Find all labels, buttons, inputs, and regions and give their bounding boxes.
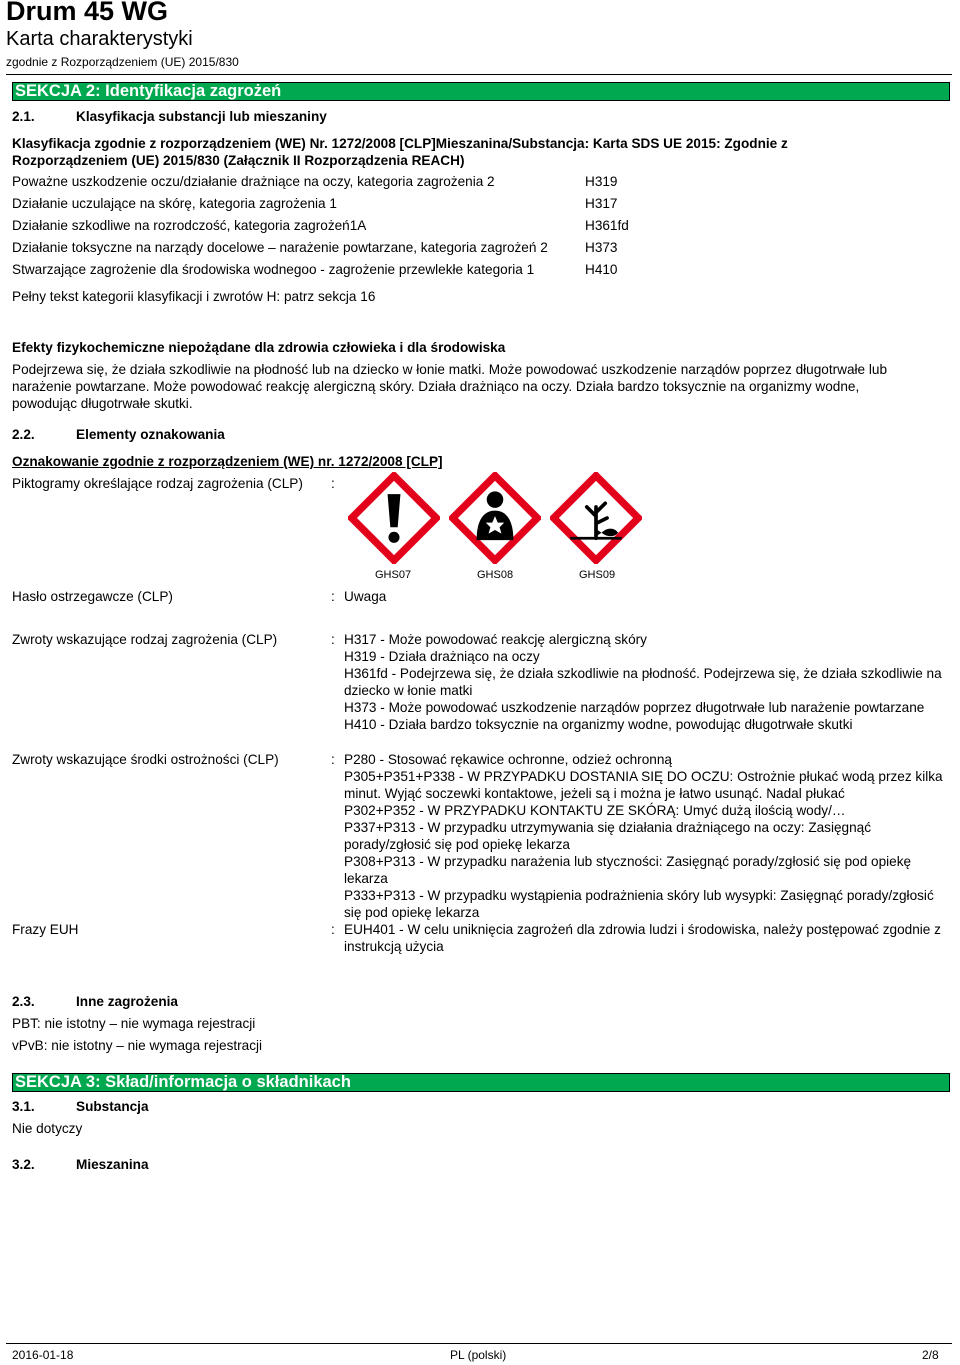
- pictograms-label: Piktogramy określające rodzaj zagrożenia (CLP): [12, 476, 303, 491]
- h-statements-list: [344, 631, 944, 733]
- p-statement: P337+P313 - W przypadku utrzymywania się działania drażniącego na oczy: Zasięgnąć porady/zgłosić się pod opiekę lekarza: [344, 820, 872, 852]
- h-statement: H317 - Może powodować reakcję alergiczną skóry: [344, 632, 647, 647]
- colon: :: [331, 922, 335, 937]
- hazard-class-text: Działanie szkodliwe na rozrodczość, kategoria zagrożeń1A: [12, 218, 367, 233]
- effects-text-line: Podejrzewa się, że działa szkodliwie na płodność lub na dziecko w łonie matki. Może powodować uszkodzenie narządów poprzez długotrwałe lub: [12, 362, 888, 377]
- subsection-3-1-number: 3.1.: [12, 1099, 35, 1114]
- header-divider: [6, 74, 952, 75]
- footer-date: 2016-01-18: [12, 1348, 74, 1362]
- subsection-3-2-title: Mieszanina: [76, 1157, 149, 1172]
- p-statement: P308+P313 - W przypadku narażenia lub styczności: Zasięgnąć porady/zgłosić się pod opiekę lekarza: [344, 854, 912, 886]
- p-statement: P333+P313 - W przypadku wystąpienia podrażnienia skóry lub wysypki: Zasięgnąć porady/zgłosić się pod opiekę lekarza: [344, 888, 934, 920]
- substance-value: Nie dotyczy: [12, 1121, 83, 1136]
- effects-text-line: narażenie powtarzane. Może powodować reakcję alergiczną skóry. Działa drażniąco na oczy. Działa bardzo toksycznie na organizmy wodne,: [12, 379, 860, 394]
- subsection-2-3-number: 2.3.: [12, 994, 35, 1009]
- subsection-2-1-number: 2.1.: [12, 109, 35, 124]
- hazard-class-text: Działanie toksyczne na narządy docelowe – narażenie powtarzane, kategoria zagrożeń 2: [12, 240, 548, 255]
- euh-statements-list: [344, 921, 944, 955]
- hazard-code: H317: [585, 196, 618, 211]
- footer-divider: [6, 1343, 952, 1344]
- hazard-code: H373: [585, 240, 618, 255]
- signal-word: Uwaga: [344, 589, 387, 604]
- footer-page-number: 2/8: [922, 1348, 939, 1362]
- subsection-3-1-title: Substancja: [76, 1099, 149, 1114]
- hazard-code: H319: [585, 174, 618, 189]
- exclamation-mark-icon: [348, 472, 440, 564]
- classification-heading-line-1: Klasyfikacja zgodnie z rozporządzeniem (WE) Nr. 1272/2008 [CLP]Mieszanina/Substancja: Karta SDS UE 2015: Zgodnie z: [12, 136, 788, 151]
- product-name: Drum 45 WG: [6, 0, 169, 26]
- footer-language: PL (polski): [450, 1348, 507, 1362]
- section-2-title: SEKCJA 2: Identyfikacja zagrożeń: [12, 82, 950, 101]
- hazard-code: H361fd: [585, 218, 629, 233]
- classification-heading-line-2: Rozporządzeniem (UE) 2015/830 (Załącznik II Rozporządzenia REACH): [12, 153, 465, 168]
- regulation-reference: zgodnie z Rozporządzeniem (UE) 2015/830: [6, 55, 239, 69]
- hazard-class-text: Poważne uszkodzenie oczu/działanie drażniące na oczy, kategoria zagrożenia 2: [12, 174, 495, 189]
- subsection-2-3-title: Inne zagrożenia: [76, 994, 178, 1009]
- h-statement: H373 - Może powodować uszkodzenie narządów poprzez długotrwałe lub narażenie powtarzane: [344, 700, 925, 715]
- pictogram-code: GHS07: [375, 569, 412, 581]
- full-text-note: Pełny tekst kategorii klasyfikacji i zwrotów H: patrz sekcja 16: [12, 289, 376, 304]
- h-statements-label: Zwroty wskazujące rodzaj zagrożenia (CLP): [12, 632, 278, 647]
- hazard-class-text: Stwarzające zagrożenie dla środowiska wodnegoo - zagrożenie przewlekłe kategoria 1: [12, 262, 535, 277]
- h-statement: H319 - Działa drażniąco na oczy: [344, 649, 540, 664]
- section-3-title: SEKCJA 3: Skład/informacja o składnikach: [12, 1073, 950, 1092]
- vpvb-statement: vPvB: nie istotny – nie wymaga rejestracji: [12, 1038, 263, 1053]
- h-statement: H410 - Działa bardzo toksycznie na organizmy wodne, powodując długotrwałe skutki: [344, 717, 853, 732]
- colon: :: [331, 752, 335, 767]
- p-statement: P302+P352 - W PRZYPADKU KONTAKTU ZE SKÓRĄ: Umyć dużą ilością wody/…: [344, 803, 846, 818]
- pbt-statement: PBT: nie istotny – nie wymaga rejestracji: [12, 1016, 256, 1031]
- colon: :: [331, 589, 335, 604]
- subsection-3-2-number: 3.2.: [12, 1157, 35, 1172]
- p-statement: P280 - Stosować rękawice ochronne, odzież ochronną: [344, 752, 672, 767]
- h-statement: H361fd - Podejrzewa się, że działa szkodliwie na płodność. Podejrzewa się, że działa szkodliwie na dziecko w łonie matki: [344, 666, 942, 698]
- subsection-2-2-number: 2.2.: [12, 427, 35, 442]
- colon: :: [331, 476, 335, 491]
- pictogram-code: GHS08: [477, 569, 514, 581]
- signal-word-label: Hasło ostrzegawcze (CLP): [12, 589, 173, 604]
- environment-icon: [550, 472, 642, 564]
- hazard-code: H410: [585, 262, 618, 277]
- subsection-2-2-title: Elementy oznakowania: [76, 427, 225, 442]
- effects-text-line: powodując długotrwałe skutki.: [12, 396, 193, 411]
- p-statements-label: Zwroty wskazujące środki ostrożności (CLP): [12, 752, 279, 767]
- colon: :: [331, 632, 335, 647]
- hazard-class-text: Działanie uczulające na skórę, kategoria zagrożenia 1: [12, 196, 337, 211]
- health-hazard-icon: [449, 472, 541, 564]
- effects-heading: Efekty fizykochemiczne niepożądane dla zdrowia człowieka i dla środowiska: [12, 340, 506, 355]
- pictogram-code: GHS09: [579, 569, 616, 581]
- euh-statement: EUH401 - W celu uniknięcia zagrożeń dla zdrowia ludzi i środowiska, należy postępować zgodnie z instrukcją użycia: [344, 922, 941, 954]
- p-statements-list: [344, 751, 944, 921]
- labelling-heading: Oznakowanie zgodnie z rozporządzeniem (WE) nr. 1272/2008 [CLP]: [12, 454, 443, 469]
- p-statement: P305+P351+P338 - W PRZYPADKU DOSTANIA SIĘ DO OCZU: Ostrożnie płukać wodą przez kilka minut. Wyjąć soczewki kontaktowe, jeżeli są i można je łatwo usunąć. Nadal płukać: [344, 769, 943, 801]
- document-type: Karta charakterystyki: [6, 28, 193, 50]
- subsection-2-1-title: Klasyfikacja substancji lub mieszaniny: [76, 109, 327, 124]
- euh-label: Frazy EUH: [12, 922, 79, 937]
